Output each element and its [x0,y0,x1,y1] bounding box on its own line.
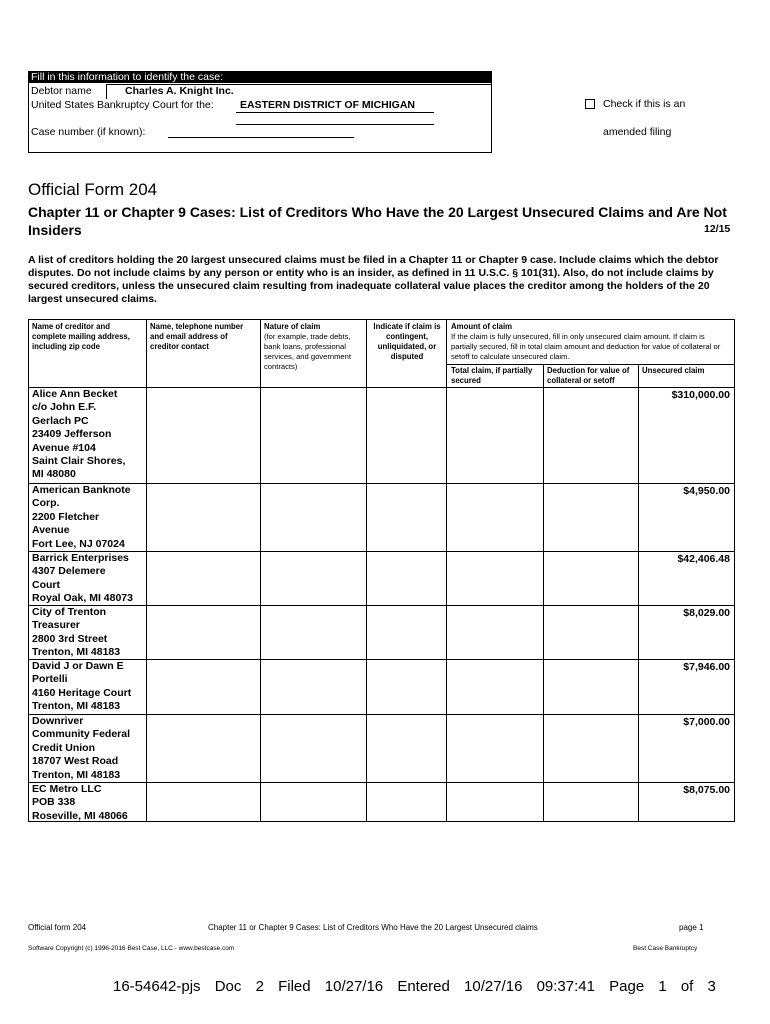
footer-copyright: Software Copyright (c) 1996-2016 Best Case, LLC - www.bestcase.com [28,945,235,952]
form-version: 12/15 [704,223,731,235]
creditors-table [28,319,735,822]
unsecured-amount: $8,075.00 [683,784,730,796]
form-name: Official Form 204 [28,180,158,199]
case-info-header: Fill in this information to identify the case: [28,71,491,83]
creditor-name: Alice Ann Becket c/o John E.F. Gerlach PC 23409 Jefferson Avenue #104 Saint Clair Shores, MI 48080 [32,388,126,481]
footer-page: page 1 [679,923,704,932]
creditor-name: American Banknote Corp. 2200 Fletcher Avenue Fort Lee, NJ 07024 [32,484,131,550]
col-divider [638,364,639,821]
header-creditor: Name of creditor and complete mailing address, including zip code [32,322,130,351]
unsecured-amount: $7,000.00 [683,716,730,728]
amended-filing-checkbox[interactable] [585,99,595,109]
col-divider [446,320,447,821]
footer-brand: Best Case Bankruptcy [633,945,698,952]
unsecured-amount: $4,950.00 [683,485,730,497]
debtor-label: Debtor name [31,85,92,97]
amended-label-1: Check if this is an [603,98,686,110]
col-divider [366,320,367,821]
creditor-name: EC Metro LLC POB 338 Roseville, MI 48066 [32,783,128,822]
header-contingent: Indicate if claim is contingent, unliquidated, or disputed [373,322,441,361]
instructions-paragraph: A list of creditors holding the 20 largest unsecured claims must be filed in a Chapter 11 or Chapter 9 case. Include claims which the debtor disputes. Do not include claims by any person or entity who is an insider, as defined in 11 U.S.C. § 101(31). Also, do not include claims by secured creditors, unless the unsecured claim resulting from inadequate collateral value places the creditor among the holders of the 20 largest unsecured claims. [28,254,719,305]
court-label: United States Bankruptcy Court for the: [31,99,214,111]
creditor-name: Barrick Enterprises 4307 Delemere Court Royal Oak, MI 48073 [32,552,133,605]
header-nature-sub: (for example, trade debts, bank loans, professional services, and government contracts) [264,332,351,371]
header-deduction: Deduction for value of collateral or setoff [547,366,630,385]
case-number-field[interactable] [168,137,354,138]
debtor-name-value[interactable]: Charles A. Knight Inc. [125,85,234,97]
header-amount: Amount of claim [451,322,513,331]
creditor-name: Downriver Community Federal Credit Union 18707 West Road Trenton, MI 48183 [32,715,131,781]
col-divider [260,320,261,821]
header-contact: Name, telephone number and email address of creditor contact [150,322,244,351]
form-title: Chapter 11 or Chapter 9 Cases: List of Creditors Who Have the 20 Largest Unsecured Claims and Are Not Insiders [28,204,727,238]
court-value[interactable]: EASTERN DISTRICT OF MICHIGAN [240,99,415,111]
court-underline [236,112,434,113]
row-divider [446,364,734,365]
footer-form-name: Official form 204 [28,923,87,932]
footer-title: Chapter 11 or Chapter 9 Cases: List of Creditors Who Have the 20 Largest Unsecured claims [208,923,538,932]
case-number-label: Case number (if known): [31,126,146,138]
header-total-claim: Total claim, if partially secured [451,366,533,385]
unsecured-amount: $7,946.00 [683,661,730,673]
divider-line [236,124,434,125]
creditor-name: City of Trenton Treasurer 2800 3rd Street Trenton, MI 48183 [32,606,121,659]
creditor-name: David J or Dawn E Portelli 4160 Heritage Court Trenton, MI 48183 [32,660,132,713]
unsecured-amount: $310,000.00 [671,389,730,401]
amended-label-2: amended filing [603,126,672,138]
col-divider [543,364,544,821]
col-divider [146,320,147,821]
header-amount-sub: If the claim is fully unsecured, fill in only unsecured claim amount. If claim is partially secured, fill in total claim amount and deduction for value of collateral or setoff to calculate unsecured claim. [451,332,721,361]
unsecured-amount: $42,406.48 [677,553,730,565]
header-unsecured: Unsecured claim [642,366,705,375]
unsecured-amount: $8,029.00 [683,607,730,619]
header-nature: Nature of claim [264,322,321,331]
filing-stamp: 16-54642-pjs Doc 2 Filed 10/27/16 Entered 10/27/16 09:37:41 Page 1 of 3 [113,978,716,995]
